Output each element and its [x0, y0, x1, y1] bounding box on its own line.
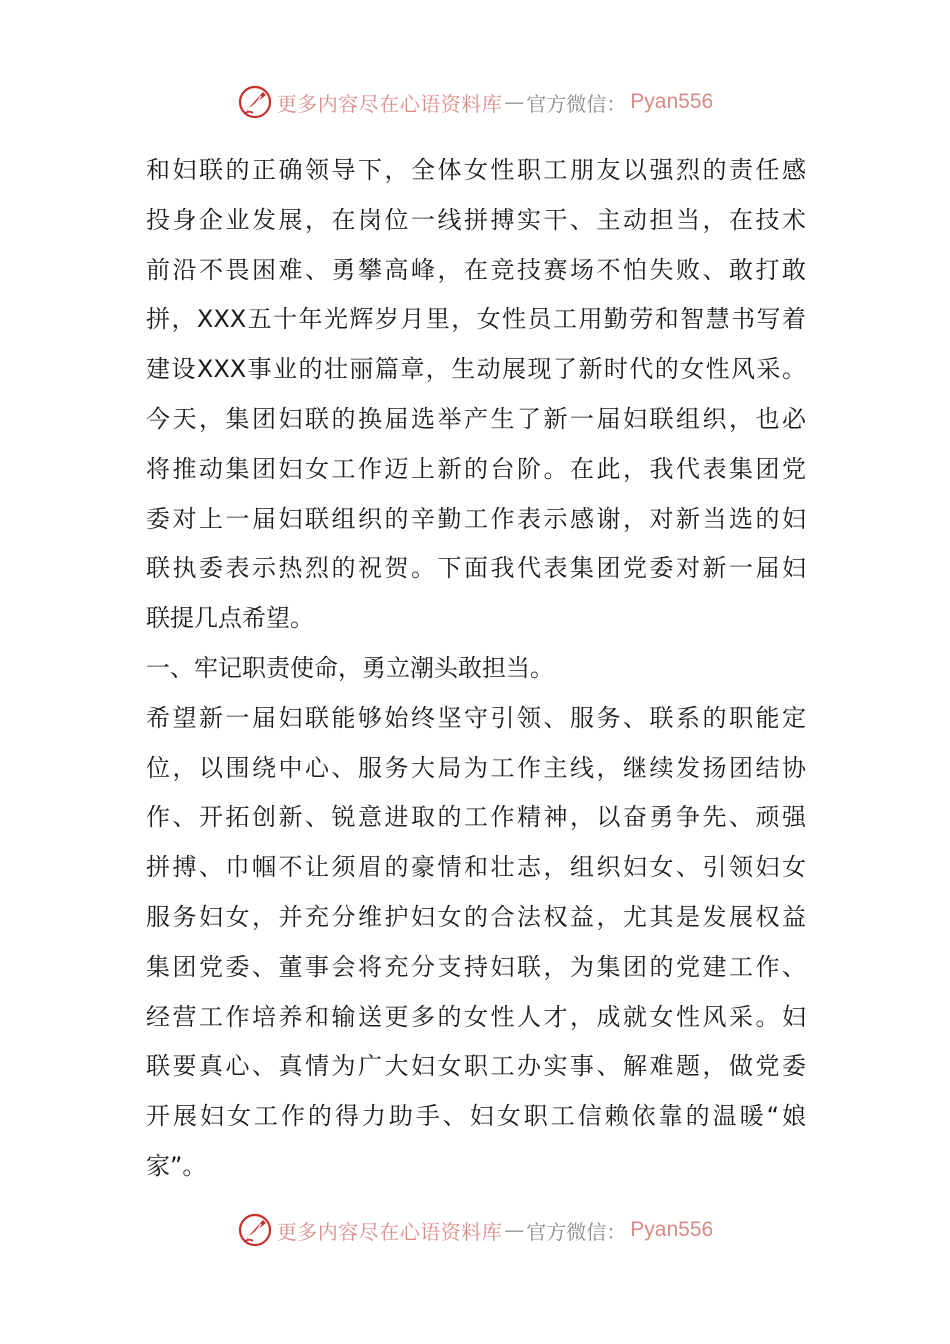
- text-line: 开展妇女工作的得力助手、妇女职工信赖依靠的温暖“娘: [146, 1102, 806, 1131]
- quill-logo-icon: [237, 1212, 273, 1248]
- header-banner: [0, 82, 950, 122]
- text-line: 家”。: [146, 1151, 207, 1180]
- text-line: 今天，集团妇联的换届选举产生了新一届妇联组织，也必: [146, 404, 806, 433]
- text-line: 联提几点希望。: [146, 604, 314, 633]
- text-line: 拼，XXX五十年光辉岁月里，女性员工用勤劳和智慧书写着: [146, 305, 806, 334]
- text-line: 投身企业发展，在岗位一线拼搏实干、主动担当，在技术: [146, 205, 806, 234]
- text-line: 将推动集团妇女工作迈上新的台阶。在此，我代表集团党: [146, 454, 806, 483]
- text-line: 拼搏、巾帼不让须眉的豪情和壮志，组织妇女、引领妇女: [146, 853, 806, 882]
- text-line: 集团党委、董事会将充分支持妇联，为集团的党建工作、: [146, 952, 806, 981]
- text-line: 建设XXX事业的壮丽篇章，生动展现了新时代的女性风采。: [146, 355, 806, 384]
- text-line: 位，以围绕中心、服务大局为工作主线，继续发扬团结协: [146, 753, 806, 782]
- site-name: 更多内容尽在心语资料库: [276, 1219, 503, 1244]
- wechat-label: 官方微信：: [526, 1219, 627, 1244]
- text-line: 和妇联的正确领导下，全体女性职工朋友以强烈的责任感: [146, 156, 806, 184]
- text-line: 联要真心、真情为广大妇女职工办实事、解难题，做党委: [146, 1052, 806, 1081]
- footer-banner: [0, 1210, 950, 1250]
- text-line: 服务妇女，并充分维护妇女的合法权益，尤其是发展权益: [146, 902, 806, 931]
- text-line: 作、开拓创新、锐意进取的工作精神，以奋勇争先、顽强: [146, 803, 806, 832]
- site-name: 更多内容尽在心语资料库: [276, 91, 503, 116]
- banner-separator: —: [504, 1218, 525, 1242]
- text-line: 经营工作培养和输送更多的女性人才，成就女性风采。妇: [146, 1002, 806, 1031]
- text-line: 委对上一届妇联组织的辛勤工作表示感谢，对新当选的妇: [146, 504, 806, 533]
- body-text: [146, 146, 806, 1192]
- text-line: 希望新一届妇联能够始终坚守引领、服务、联系的职能定: [146, 703, 806, 732]
- text-line: 联执委表示热烈的祝贺。下面我代表集团党委对新一届妇: [146, 554, 806, 583]
- wechat-id: Pyan556: [630, 90, 714, 113]
- wechat-id: Pyan556: [630, 1218, 714, 1241]
- section-heading: 一、牢记职责使命，勇立潮头敢担当。: [146, 653, 554, 682]
- text-line: 前沿不畏困难、勇攀高峰，在竞技赛场不怕失败、敢打敢: [146, 255, 806, 284]
- quill-logo-icon: [237, 84, 273, 120]
- wechat-label: 官方微信：: [526, 91, 627, 116]
- banner-separator: —: [504, 90, 525, 114]
